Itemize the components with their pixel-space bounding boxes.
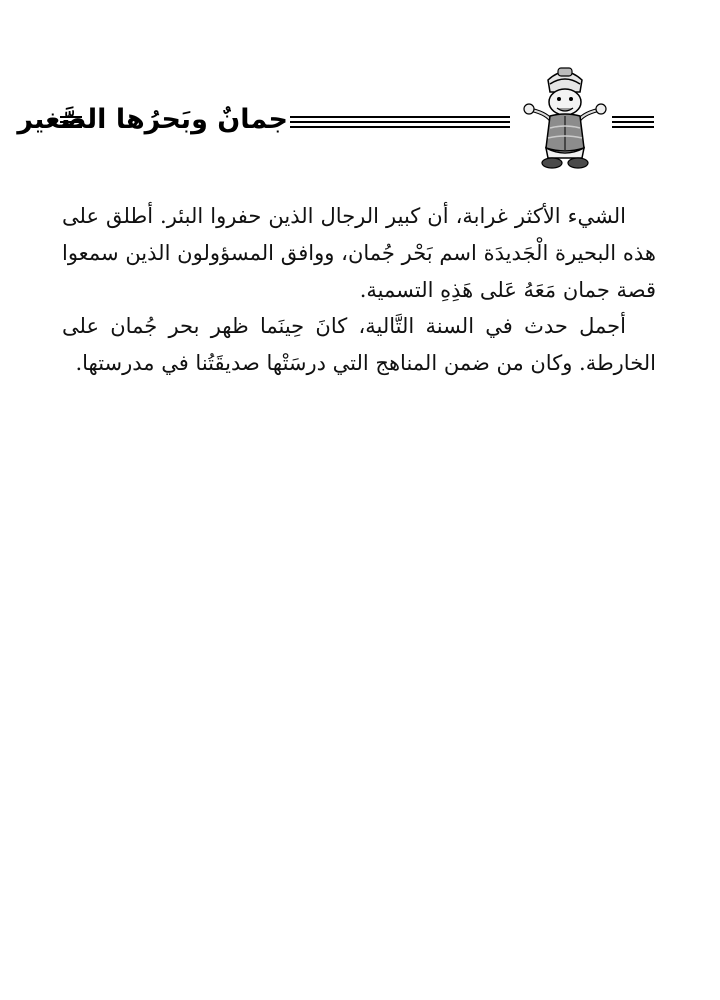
- decorative-rule-right: [612, 116, 654, 128]
- paragraph: الشيء الأكثر غرابة، أن كبير الرجال الذين حفروا البئر. أطلق على هذه البحيرة الْجَديدَة اسم بَحْر جُمان، ووافق المسؤولون الذين سمعوا قصة جمان مَعَهُ عَلى هَذِهِ التسمية.: [62, 204, 656, 302]
- chapter-title: جمانٌ وبَحرُها الصَّغير: [17, 104, 288, 135]
- chapter-header: [0, 60, 720, 180]
- cartoon-sailor-character-icon: [510, 62, 620, 174]
- decorative-rule-middle: [290, 116, 510, 128]
- paragraph: أجمل حدث في السنة التَّالية، كانَ حِينَما ظهر بحر جُمان على الخارطة. وكان من ضمن المناهج التي درسَتْها صديقَتُنا في مدرستها.: [62, 314, 656, 375]
- story-text: [62, 198, 656, 382]
